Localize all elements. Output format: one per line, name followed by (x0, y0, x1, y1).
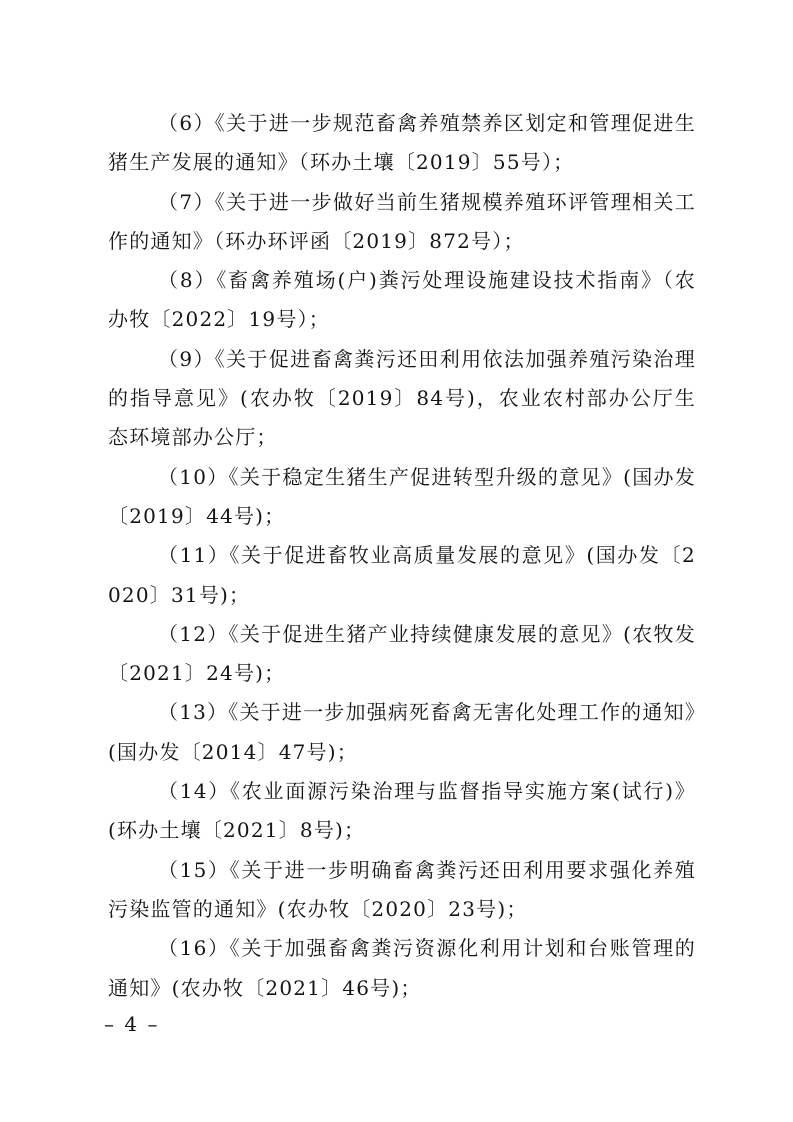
list-item: （15）《关于进一步明确畜禽粪污还田利用要求强化养殖污染监管的通知》(农办牧〔2020〕23号)； (108, 857, 696, 921)
regulation-list (108, 104, 696, 1008)
list-item: （12）《关于促进生猪产业持续健康发展的意见》(农牧发〔2021〕24号)； (108, 621, 696, 686)
list-item: （9）《关于促进畜禽粪污还田利用依法加强养殖污染治理的指导意见》(农办牧〔2019〕84号)，农业农村部办公厅生态环境部办公厅； (108, 346, 696, 450)
page-number: – 4 – (104, 1012, 160, 1036)
list-item: （13）《关于进一步加强病死畜禽无害化处理工作的通知》(国办发〔2014〕47号)； (108, 700, 696, 764)
list-item: （14）《农业面源污染治理与监督指导实施方案(试行)》(环办土壤〔2021〕8号)； (108, 779, 696, 843)
list-item: （16）《关于加强畜禽粪污资源化利用计划和台账管理的通知》(农办牧〔2021〕46号)； (108, 936, 696, 1000)
list-item: （11）《关于促进畜牧业高质量发展的意见》(国办发〔2020〕31号)； (108, 543, 696, 607)
list-item: （7）《关于进一步做好当前生猪规模养殖环评管理相关工作的通知》（环办环评函〔2019〕872号）； (108, 189, 696, 253)
list-item: （6）《关于进一步规范畜禽养殖禁养区划定和管理促进生猪生产发展的通知》（环办土壤〔2019〕55号）； (108, 111, 696, 175)
list-item: （8）《畜禽养殖场(户)粪污处理设施建设技术指南》（农办牧〔2022〕19号）； (108, 268, 696, 332)
list-item: （10）《关于稳定生猪生产促进转型升级的意见》(国办发〔2019〕44号)； (108, 464, 696, 528)
